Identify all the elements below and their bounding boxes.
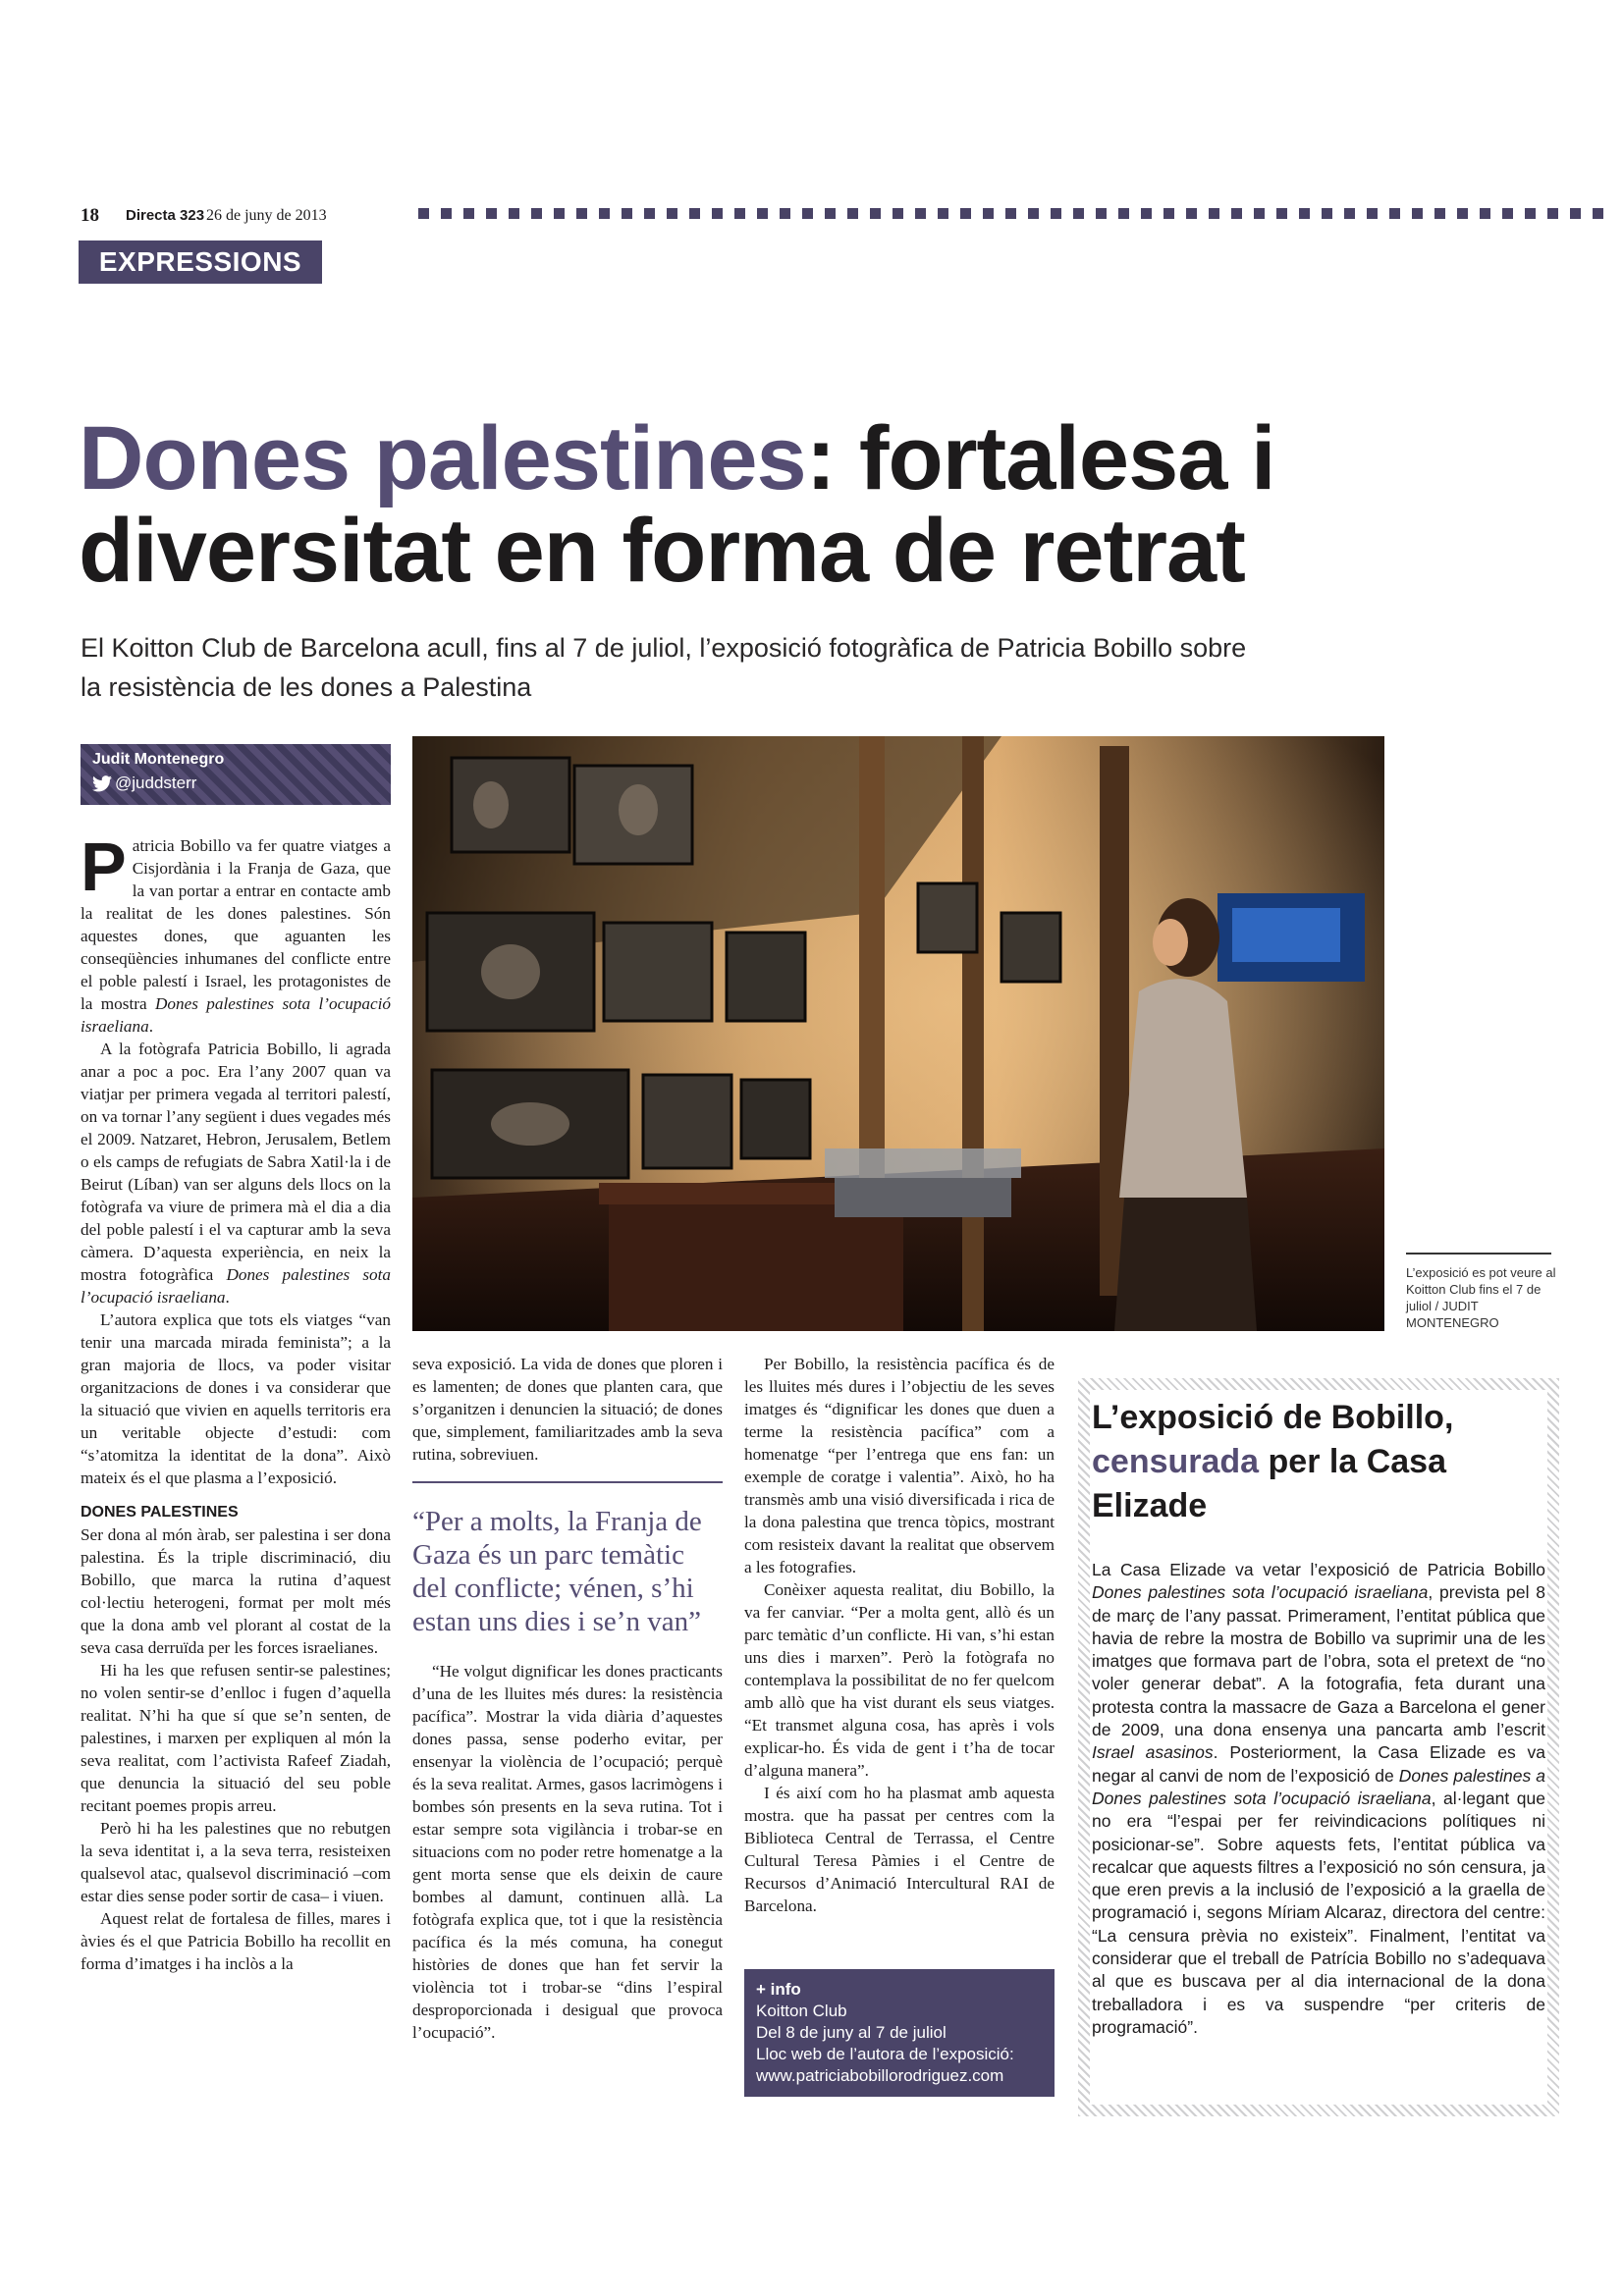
paragraph-8: seva exposició. La vida de dones que ploren i es lamenten; de dones que planten cara, que s’organitzen i denuncien la situació; de dones que, simplement, familiaritzades amb la seva rutina, sobreviuen. (412, 1355, 723, 1464)
info-web-label: Lloc web de l’autora de l’exposició: (756, 2045, 1014, 2063)
article-column-2 (412, 1353, 723, 2044)
title-rest: : fortalesa i diversitat en forma de retrat (79, 408, 1275, 601)
section-subhead: DONES PALESTINES (81, 1504, 239, 1521)
info-title: + info (756, 1980, 801, 1999)
article-column-1 (81, 828, 392, 1975)
twitter-bird-icon (92, 775, 112, 792)
section-label: EXPRESSIONS (79, 240, 322, 284)
header-dotted-rule (418, 208, 1606, 219)
caption-rule (1406, 1253, 1551, 1255)
info-box (744, 1969, 1055, 2097)
info-dates: Del 8 de juny al 7 de juliol (756, 2023, 947, 2042)
pull-quote-rule (412, 1481, 723, 1483)
article-subtitle: El Koitton Club de Barcelona acull, fins al 7 de juliol, l’exposició fotogràfica de Patricia Bobillo sobre la resistència de les dones a Palestina (81, 633, 1247, 702)
article-title (79, 408, 1453, 601)
author-name: Judit Montenegro (92, 751, 225, 768)
paragraph-10: Per Bobillo, la resistència pacífica és de les lluites més dures i l’objectiu de les seves imatges és “dignificar les dones que duen a terme la resistència pacífica” com a homenatge “per l’entrega que ens fan: un exemple de coratge i valentia”. Això, ho ha transmès amb una visió diversificada i rica de la dona palestina que trenca tòpics, mostrant com resisteix davant la realitat que observem a les fotografies. (744, 1355, 1055, 1576)
paragraph-1: Patricia Bobillo va fer quatre viatges a Cisjordània i la Franja de Gaza, que la van portar a entrar en contacte amb la realitat de les dones palestines. Són aquestes dones, que aguanten les conseqüències inhumanes del conflicte entre el poble palestí i Israel, les protagonistes de la mostra Dones palestines sota l’ocupació israeliana. (81, 828, 391, 1036)
drop-cap: P (81, 828, 127, 905)
exhibition-photo-illustration (412, 736, 1384, 1331)
twitter-handle: @juddsterr (115, 774, 197, 792)
info-venue: Koitton Club (756, 2002, 847, 2020)
author-twitter[interactable] (92, 774, 196, 793)
page-number: 18 (81, 205, 99, 226)
paragraph-4: Ser dona al món àrab, ser palestina i ser dona palestina. És la triple discriminació, diu Bobillo, que marca la rutina d’aquest col·lectiu heterogeni, format per molt més que la dona amb vel plorant al costat de la seva casa derruïda per les forces israelianes. (81, 1525, 391, 1657)
paragraph-12: I és així com ho ha plasmat amb aquesta mostra. que ha passat per centres com la Biblioteca Central de Terrassa, el Centre Cultural Teresa Pàmies i el Centre de Recursos d’Animació Intercultural RAI de Barcelona. (744, 1784, 1055, 1915)
paragraph-5: Hi ha les que refusen sentir-se palestines; no volen sentir-se d’enlloc i fugen d’aquella realitat. N’hi ha que sí que se’n senten, de palestines, i marxen per expliquen al món la seva realitat, com l’activista Rafeef Ziadah, que denuncia la situació del seu poble recitant poemes propis arreu. (81, 1661, 391, 1815)
info-website-link[interactable]: www.patriciabobillorodriguez.com (756, 2066, 1004, 2085)
publication-name: Directa 323 (126, 207, 205, 224)
author-box (81, 744, 391, 805)
paragraph-6: Però hi ha les palestines que no rebutgen la seva identitat i, a la seva terra, resisteixen qualsevol atac, qualsevol discriminació –com estar dies sense poder sortir de casa– i viuen. (81, 1819, 391, 1905)
article-column-3 (744, 1353, 1055, 1917)
paragraph-9: “He volgut dignificar les dones practicants d’una de les lluites més dures: la resistència pacífica”. Mostrar la vida diària d’aquestes dones passa, sense poderho evitar, per ensenyar la violència de l’ocupació; perquè és la seva realitat. Armes, gasos lacrimògens i bombes són presents en la seva rutina. Tot i estar sempre sota vigilància i trobar-se en situacions com no poder retre homenatge a la gent morta sense que els deixin de caure bombes al damunt, continuen allà. La fotògrafa explica que, tot i que la resistència pacífica és la més comuna, ha conegut històries de dones que han fet servir la violència tot i trobar-se “dins l’espiral desproporcionada i desigual que provoca l’ocupació”. (412, 1662, 723, 2042)
sidebar-title: L’exposició de Bobillo, censurada per la Casa Elizade (1092, 1399, 1454, 1524)
pull-quote: “Per a molts, la Franja de Gaza és un parc temàtic del conflicte; vénen, s’hi estan uns dies i se’n van” (412, 1506, 702, 1637)
paragraph-7: Aquest relat de fortalesa de filles, mares i àvies és el que Patricia Bobillo ha recollit en forma d’imatges i ha inclòs a la (81, 1909, 391, 1973)
sidebar-box (1078, 1378, 1559, 2116)
sidebar-inner (1090, 1390, 1547, 2105)
sidebar-title-highlight: censurada (1092, 1443, 1260, 1480)
paragraph-3: L’autora explica que tots els viatges “van tenir una marcada mirada feminista”; a la gran majoria de llocs, va poder visitar organitzacions de dones i va considerar que la situació que vivien en aquells territoris era un veritable objecte d’estudi: com “s’atomitza la identitat de la dona”. Això mateix és el que plasma a l’exposició. (81, 1310, 391, 1487)
paragraph-2: A la fotògrafa Patricia Bobillo, li agrada anar a poc a poc. Era l’any 2007 quan va viatjar per primera vegada al territori palestí, on va tornar l’any següent i dues vegades més el 2009. Natzaret, Hebron, Jerusalem, Betlem o els camps de refugiats de Sabra Xatil·la i de Beirut (Líban) van ser alguns dels llocs on la fotògrafa va viure de primera mà el dia a dia del poble palestí i el va capturar amb la seva càmera. D’aquesta experiència, en neix la mostra fotogràfica Dones palestines sota l’ocupació israeliana. (81, 1040, 392, 1307)
paragraph-11: Conèixer aquesta realitat, diu Bobillo, la va fer canviar. “Per a molta gent, allò és un parc temàtic d’un conflicte. Hi van, s’hi estan uns dies i marxen”. Però la fotògrafa no contemplava la possibilitat de no fer quelcom amb allò que ha vist durant els seus viatges. “Et transmet alguna cosa, has après i vols explicar-ho. És vida de gent i t’ha de tocar d’alguna manera”. (744, 1580, 1055, 1780)
issue-date: 26 de juny de 2013 (206, 207, 327, 224)
sidebar-text: La Casa Elizade va vetar l’exposició de Patricia Bobillo Dones palestines sota l’ocupació israeliana, prevista pel 8 de març de l’any passat. Primerament, l’entitat pública que havia de rebre la mostra de Bobillo va suprimir una de les imatges que formava part de l’obra, sota el pretext de “no voler generar debat”. A la fotografia, feta durant una protesta contra la massacre de Gaza a Barcelona el gener de 2009, una dona ensenya una pancarta amb l’escrit Israel asasinos. Posteriorment, la Casa Elizade es va negar al canvi de nom de l’exposició de Dones palestines a Dones palestines sota l’ocupació israeliana, al·legant que no era “l’espai per fer reivindicacions polítiques ni posicionar-se”. Sobre aquests fets, l’entitat pública va recalcar que aquests filtres a l’exposició no són censura, ja que eren previs a la inclusió de l’exposició a la graella de programació i, segons Míriam Alcaraz, directora del centre: “La censura prèvia no existeix”. Finalment, l’entitat va considerar que el treball de Patrícia Bobillo no s’adequava al que es buscava per al dia internacional de la dona treballadora i es va suspendre “per criteris de programació”. (1092, 1560, 1545, 2037)
exhibition-photo (412, 736, 1384, 1331)
title-highlight: Dones palestines (79, 408, 806, 508)
photo-caption: L’exposició es pot veure al Koitton Club fins el 7 de juliol / JUDIT MONTENEGRO (1406, 1265, 1556, 1330)
